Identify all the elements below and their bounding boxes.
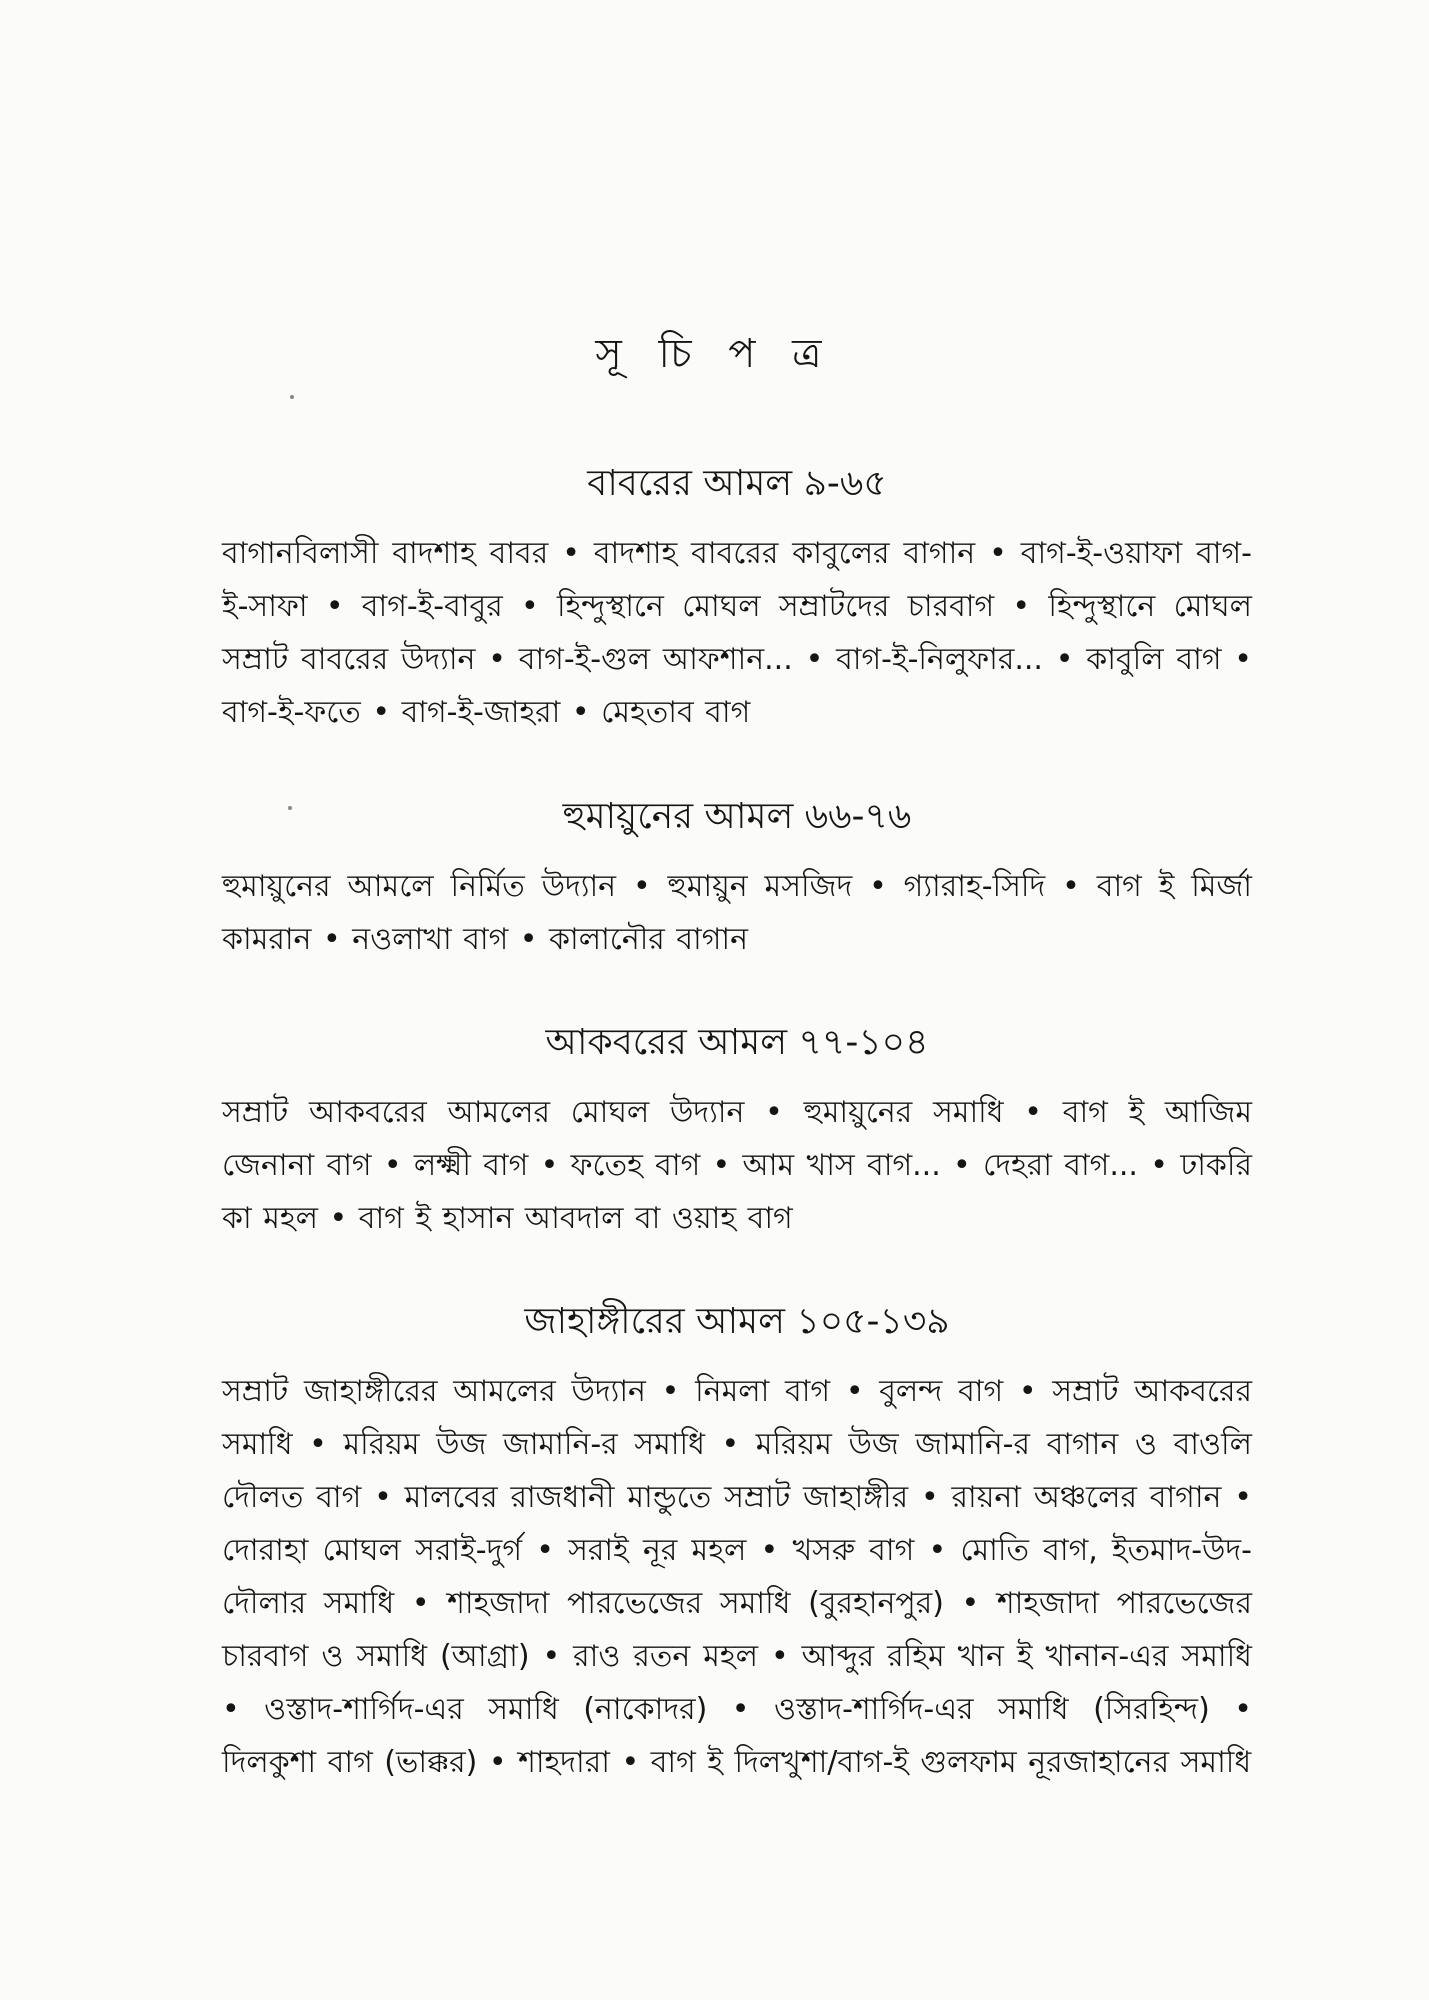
paper-speck: [288, 806, 292, 810]
section-jahangir: [222, 1300, 1252, 1789]
section-items: বাগানবিলাসী বাদশাহ বাবর • বাদশাহ বাবরের কাবুলের বাগান • বাগ-ই-ওয়াফা বাগ-ই-সাফা • বাগ-ই-বাবুর • হিন্দুস্থানে মোঘল সম্রাটদের চারবাগ • হিন্দুস্থানে মোঘল সম্রাট বাবরের উদ্যান • বাগ-ই-গুল আফশান... • বাগ-ই-নিলুফার... • কাবুলি বাগ • বাগ-ই-ফতে • বাগ-ই-জাহরা • মেহতাব বাগ: [222, 536, 1252, 731]
section-akbar: [222, 1021, 1252, 1245]
page-title: সূ চি প ত্র: [595, 331, 834, 377]
section-humayun: [222, 795, 1252, 966]
paper-speck: [290, 395, 294, 399]
section-heading: হুমায়ুনের আমল ৬৬-৭৬: [562, 796, 912, 837]
section-heading: বাবরের আমল ৯-৬৫: [587, 463, 887, 504]
section-heading: আকবরের আমল ৭৭-১০৪: [545, 1022, 929, 1063]
section-babur: [222, 462, 1252, 739]
section-items: সম্রাট জাহাঙ্গীরের আমলের উদ্যান • নিমলা বাগ • বুলন্দ বাগ • সম্রাট আকবরের সমাধি • মরিয়ম উজ জামানি-র সমাধি • মরিয়ম উজ জামানি-র বাগান ও বাওলি দৌলত বাগ • মালবের রাজধানী মান্ডুতে সম্রাট জাহাঙ্গীর • রায়না অঞ্চলের বাগান • দোরাহা মোঘল সরাই-দুর্গ • সরাই নূর মহল • খসরু বাগ • মোতি বাগ, ইতমাদ-উদ-দৌলার সমাধি • শাহজাদা পারভেজের সমাধি (বুরহানপুর) • শাহজাদা পারভেজের চারবাগ ও সমাধি (আগ্রা) • রাও রতন মহল • আব্দুর রহিম খান ই খানান-এর সমাধি • ওস্তাদ-শার্গিদ-এর সমাধি (নাকোদর) • ওস্তাদ-শার্গিদ-এর সমাধি (সিরহিন্দ) • দিলকুশা বাগ (ভাক্কর) • শাহদারা • বাগ ই দিলখুশা/বাগ-ই গুলফাম নূরজাহানের সমাধি: [222, 1374, 1252, 1781]
section-heading: জাহাঙ্গীরের আমল ১০৫-১৩৯: [524, 1301, 950, 1342]
section-items: হুমায়ুনের আমলে নির্মিত উদ্যান • হুমায়ুন মসজিদ • গ্যারাহ-সিদি • বাগ ই মির্জা কামরান • নওলাখা বাগ • কালানৌর বাগান: [222, 869, 1252, 958]
section-items: সম্রাট আকবরের আমলের মোঘল উদ্যান • হুমায়ুনের সমাধি • বাগ ই আজিম জেনানা বাগ • লক্ষ্মী বাগ • ফতেহ বাগ • আম খাস বাগ... • দেহরা বাগ... • ঢাকরি কা মহল • বাগ ই হাসান আবদাল বা ওয়াহ বাগ: [222, 1095, 1252, 1237]
